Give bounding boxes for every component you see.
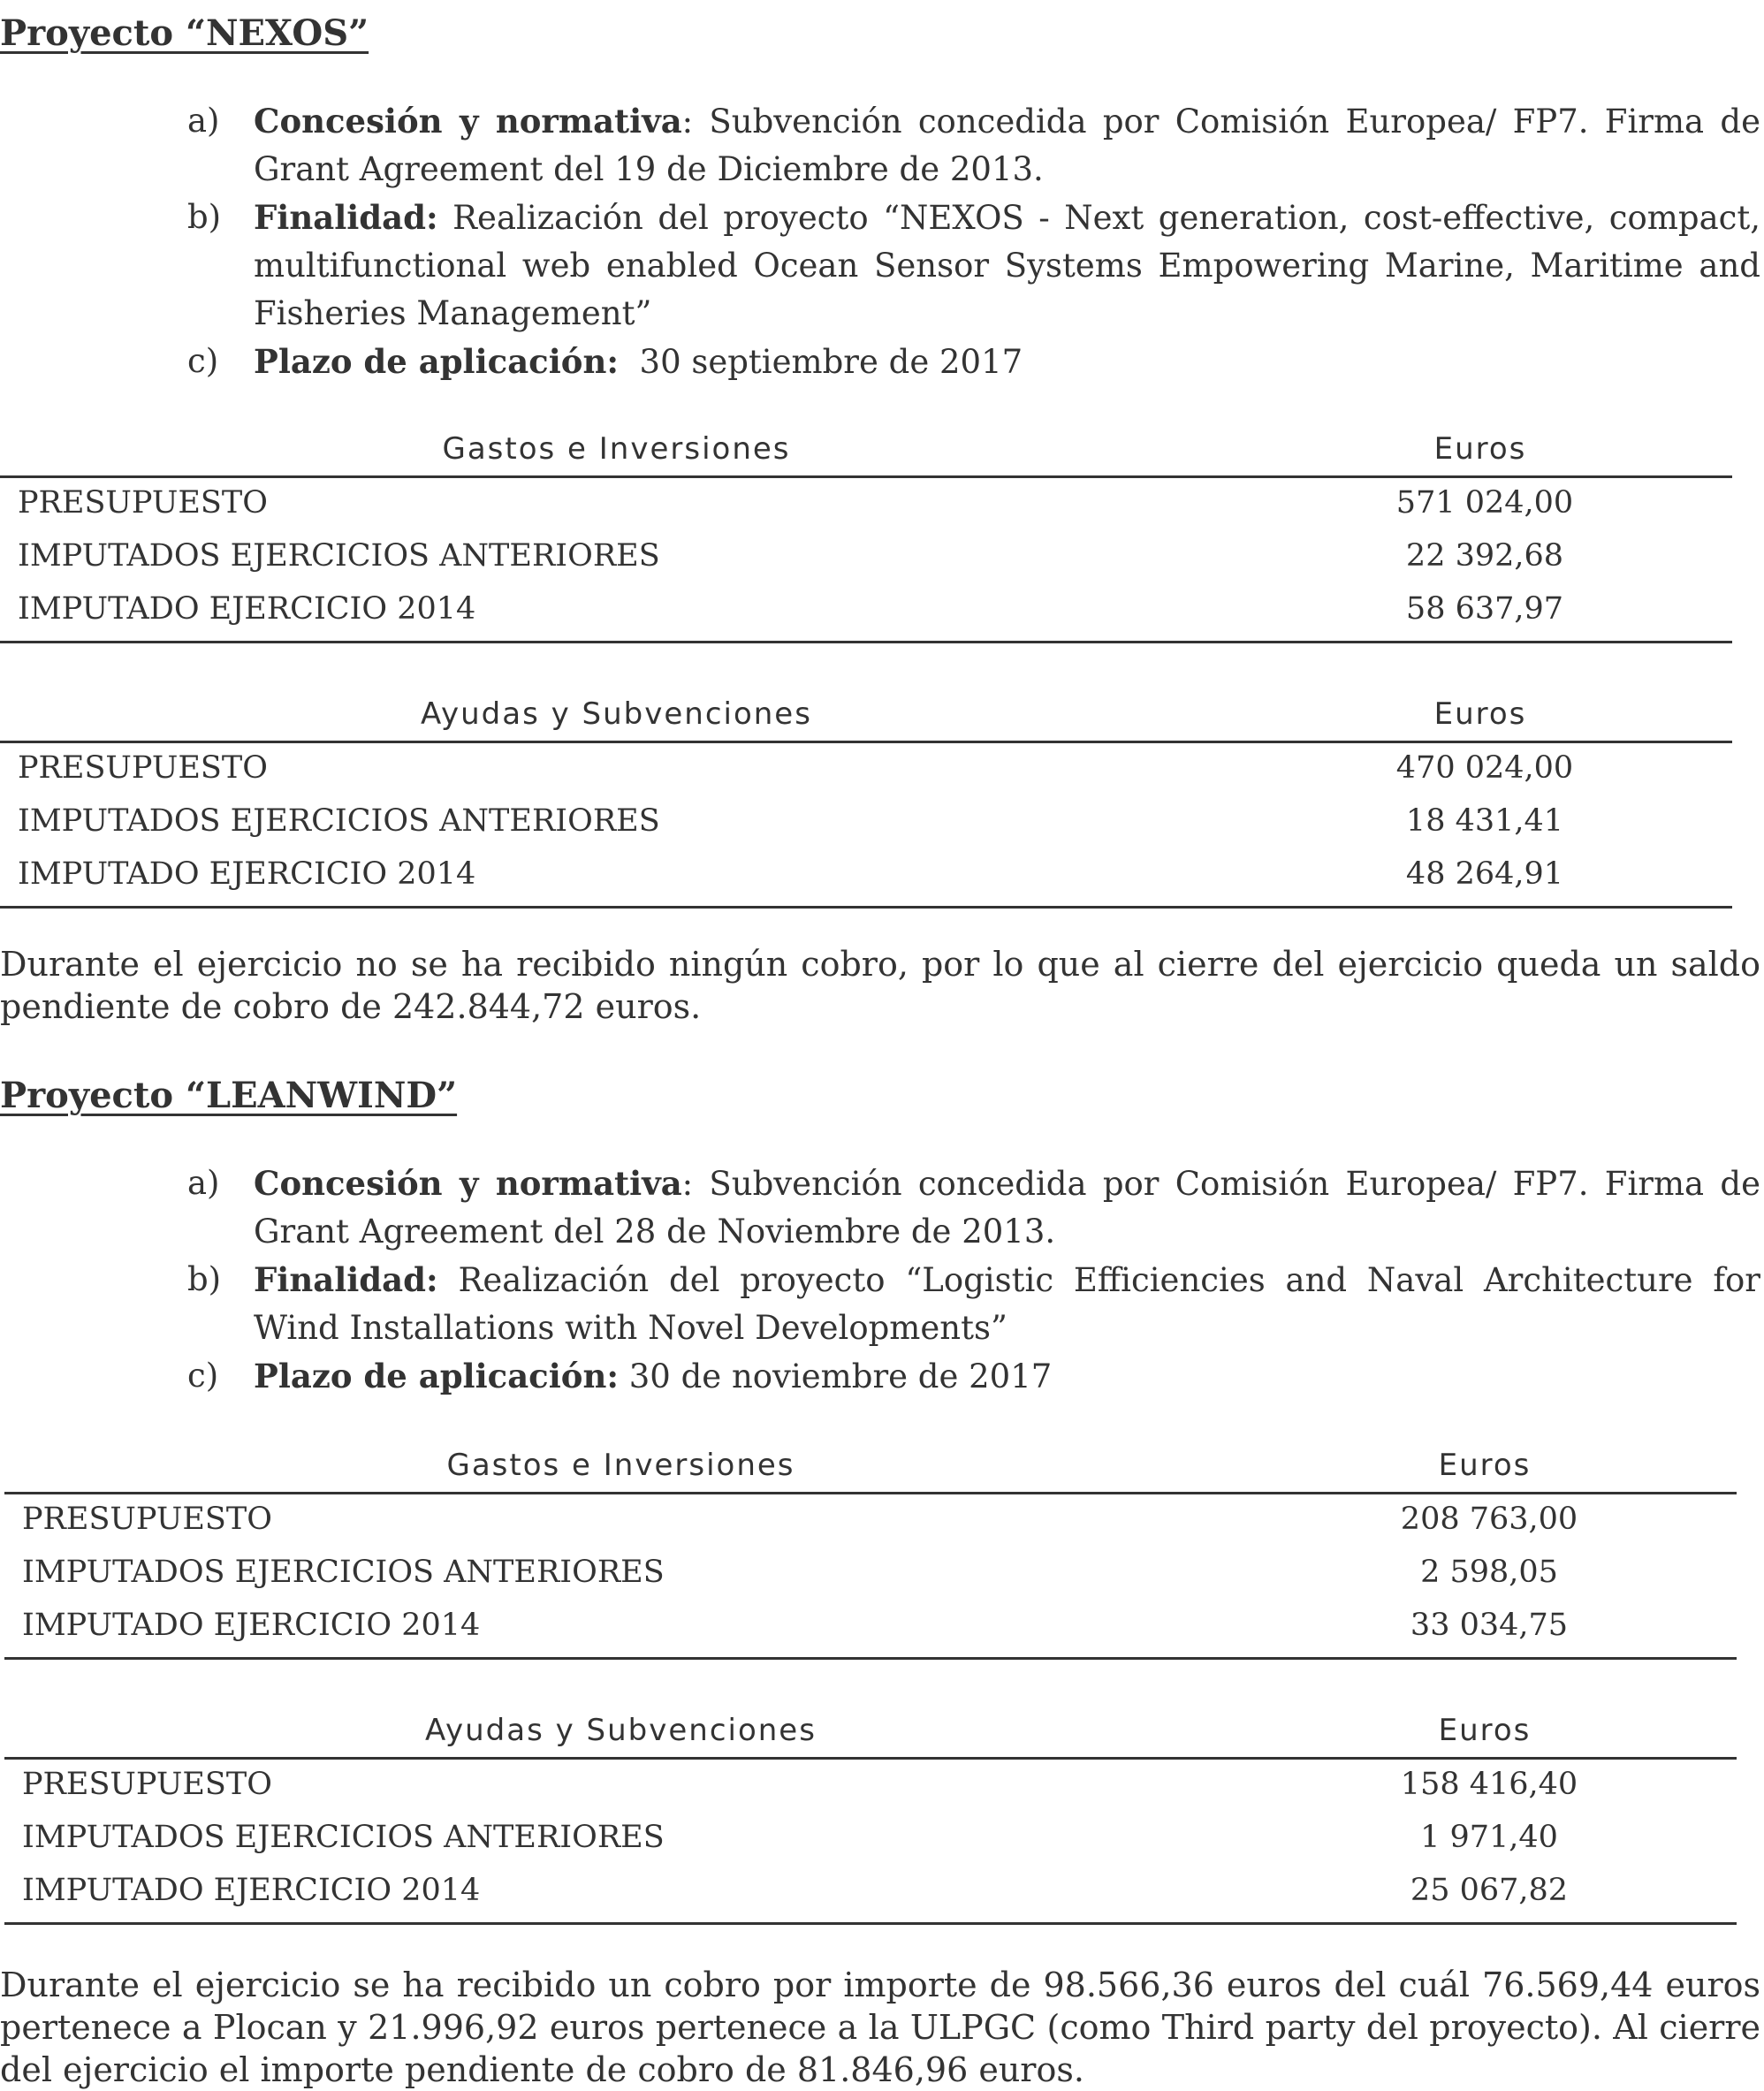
leanwind-note-paragraph: Durante el ejercicio se ha recibido un cobro por importe de 98.566,36 euros del cuál 76.569,44 euros pertenece a Plocan y 21.996,92 euros pertenece a la ULPGC (como Third party del proyecto). Al cierre del ejercicio el importe pendiente de cobro de 81.846,96 euros. <box>0 1966 1760 2089</box>
row-concepto: PRESUPUESTO <box>22 1767 272 1802</box>
list-marker: a) <box>187 1164 220 1202</box>
table-header <box>4 1706 1737 1760</box>
header-concepto: Gastos e Inversiones <box>442 431 791 467</box>
row-euros: 22 392,68 <box>1405 538 1564 574</box>
row-euros: 1 971,40 <box>1420 1820 1558 1855</box>
table-row <box>0 796 1732 849</box>
leanwind-items-list <box>187 1160 1760 1401</box>
table-row <box>4 1760 1737 1813</box>
header-euros: Euros <box>1433 431 1527 467</box>
row-euros: 33 034,75 <box>1410 1608 1569 1643</box>
header-concepto: Gastos e Inversiones <box>446 1448 795 1483</box>
table-header <box>0 424 1732 478</box>
nexos-gastos-table <box>0 424 1732 643</box>
list-item <box>187 1352 1760 1401</box>
header-concepto: Ayudas y Subvenciones <box>425 1713 817 1748</box>
row-concepto: IMPUTADO EJERCICIO 2014 <box>18 856 476 892</box>
list-item <box>187 1160 1760 1256</box>
row-concepto: IMPUTADO EJERCICIO 2014 <box>22 1873 481 1908</box>
row-euros: 571 024,00 <box>1395 485 1574 521</box>
table-row <box>0 849 1732 902</box>
nexos-ayudas-table <box>0 689 1732 909</box>
table-row <box>4 1547 1737 1601</box>
table-row <box>0 743 1732 796</box>
section-title-nexos: Proyecto “NEXOS” <box>0 12 369 54</box>
item-label: Plazo de aplicación: <box>254 342 619 381</box>
table-row <box>4 1866 1737 1919</box>
row-euros: 58 637,97 <box>1405 591 1564 627</box>
table-row <box>0 478 1732 531</box>
row-concepto: IMPUTADOS EJERCICIOS ANTERIORES <box>18 538 660 574</box>
section-title-leanwind: Proyecto “LEANWIND” <box>0 1075 458 1116</box>
row-concepto: IMPUTADO EJERCICIO 2014 <box>22 1608 481 1643</box>
list-marker: b) <box>187 1260 222 1298</box>
list-item <box>187 1256 1760 1352</box>
item-label: Plazo de aplicación: <box>254 1357 619 1395</box>
row-concepto: IMPUTADOS EJERCICIOS ANTERIORES <box>22 1555 665 1590</box>
row-concepto: PRESUPUESTO <box>22 1502 272 1537</box>
item-text: Realización del proyecto “NEXOS - Next generation, cost-effective, compact, multifunctional web enabled Ocean Sensor Systems Empowering Marine, Maritime and Fisheries Management” <box>254 199 1760 332</box>
item-text: 30 de noviembre de 2017 <box>619 1357 1053 1395</box>
nexos-items-list <box>187 97 1760 386</box>
row-euros: 2 598,05 <box>1420 1555 1558 1590</box>
table-row <box>4 1813 1737 1866</box>
row-concepto: PRESUPUESTO <box>18 485 268 521</box>
list-marker: a) <box>187 102 220 140</box>
item-text: Realización del proyecto “Logistic Efficiencies and Naval Architecture for Wind Installations with Novel Developments” <box>254 1261 1760 1347</box>
nexos-note-paragraph: Durante el ejercicio no se ha recibido ningún cobro, por lo que al cierre del ejercicio queda un saldo pendiente de cobro de 242.844,72 euros. <box>0 945 1760 1026</box>
table-header <box>4 1441 1737 1494</box>
item-label: Finalidad: <box>254 1260 438 1299</box>
row-concepto: IMPUTADO EJERCICIO 2014 <box>18 591 476 627</box>
table-row <box>0 584 1732 637</box>
table-header <box>0 689 1732 743</box>
row-euros: 158 416,40 <box>1400 1767 1578 1802</box>
table-row <box>4 1601 1737 1654</box>
item-label: Finalidad: <box>254 198 438 237</box>
item-text: 30 septiembre de 2017 <box>619 343 1023 381</box>
list-item <box>187 338 1760 386</box>
header-euros: Euros <box>1438 1713 1532 1748</box>
list-item <box>187 194 1760 338</box>
row-concepto: PRESUPUESTO <box>18 750 268 786</box>
row-euros: 208 763,00 <box>1400 1502 1578 1537</box>
list-marker: b) <box>187 198 222 236</box>
item-label: Concesión y normativa <box>254 1164 682 1203</box>
header-euros: Euros <box>1433 696 1527 732</box>
header-concepto: Ayudas y Subvenciones <box>421 696 812 732</box>
row-euros: 48 264,91 <box>1405 856 1564 892</box>
row-concepto: IMPUTADOS EJERCICIOS ANTERIORES <box>22 1820 665 1855</box>
list-item <box>187 97 1760 194</box>
row-euros: 470 024,00 <box>1395 750 1574 786</box>
row-concepto: IMPUTADOS EJERCICIOS ANTERIORES <box>18 803 660 839</box>
table-row <box>4 1494 1737 1547</box>
table-row <box>0 531 1732 584</box>
row-euros: 25 067,82 <box>1410 1873 1569 1908</box>
list-marker: c) <box>187 342 219 380</box>
header-euros: Euros <box>1438 1448 1532 1483</box>
leanwind-ayudas-table <box>4 1706 1737 1925</box>
item-text: : Subvención concedida por Comisión Europea/ FP7. Firma de Grant Agreement del 28 de Noviembre de 2013. <box>254 1165 1760 1251</box>
row-euros: 18 431,41 <box>1405 803 1564 839</box>
item-text: : Subvención concedida por Comisión Europea/ FP7. Firma de Grant Agreement del 19 de Diciembre de 2013. <box>254 103 1760 188</box>
item-label: Concesión y normativa <box>254 102 682 141</box>
leanwind-gastos-table <box>4 1441 1737 1660</box>
list-marker: c) <box>187 1357 219 1395</box>
